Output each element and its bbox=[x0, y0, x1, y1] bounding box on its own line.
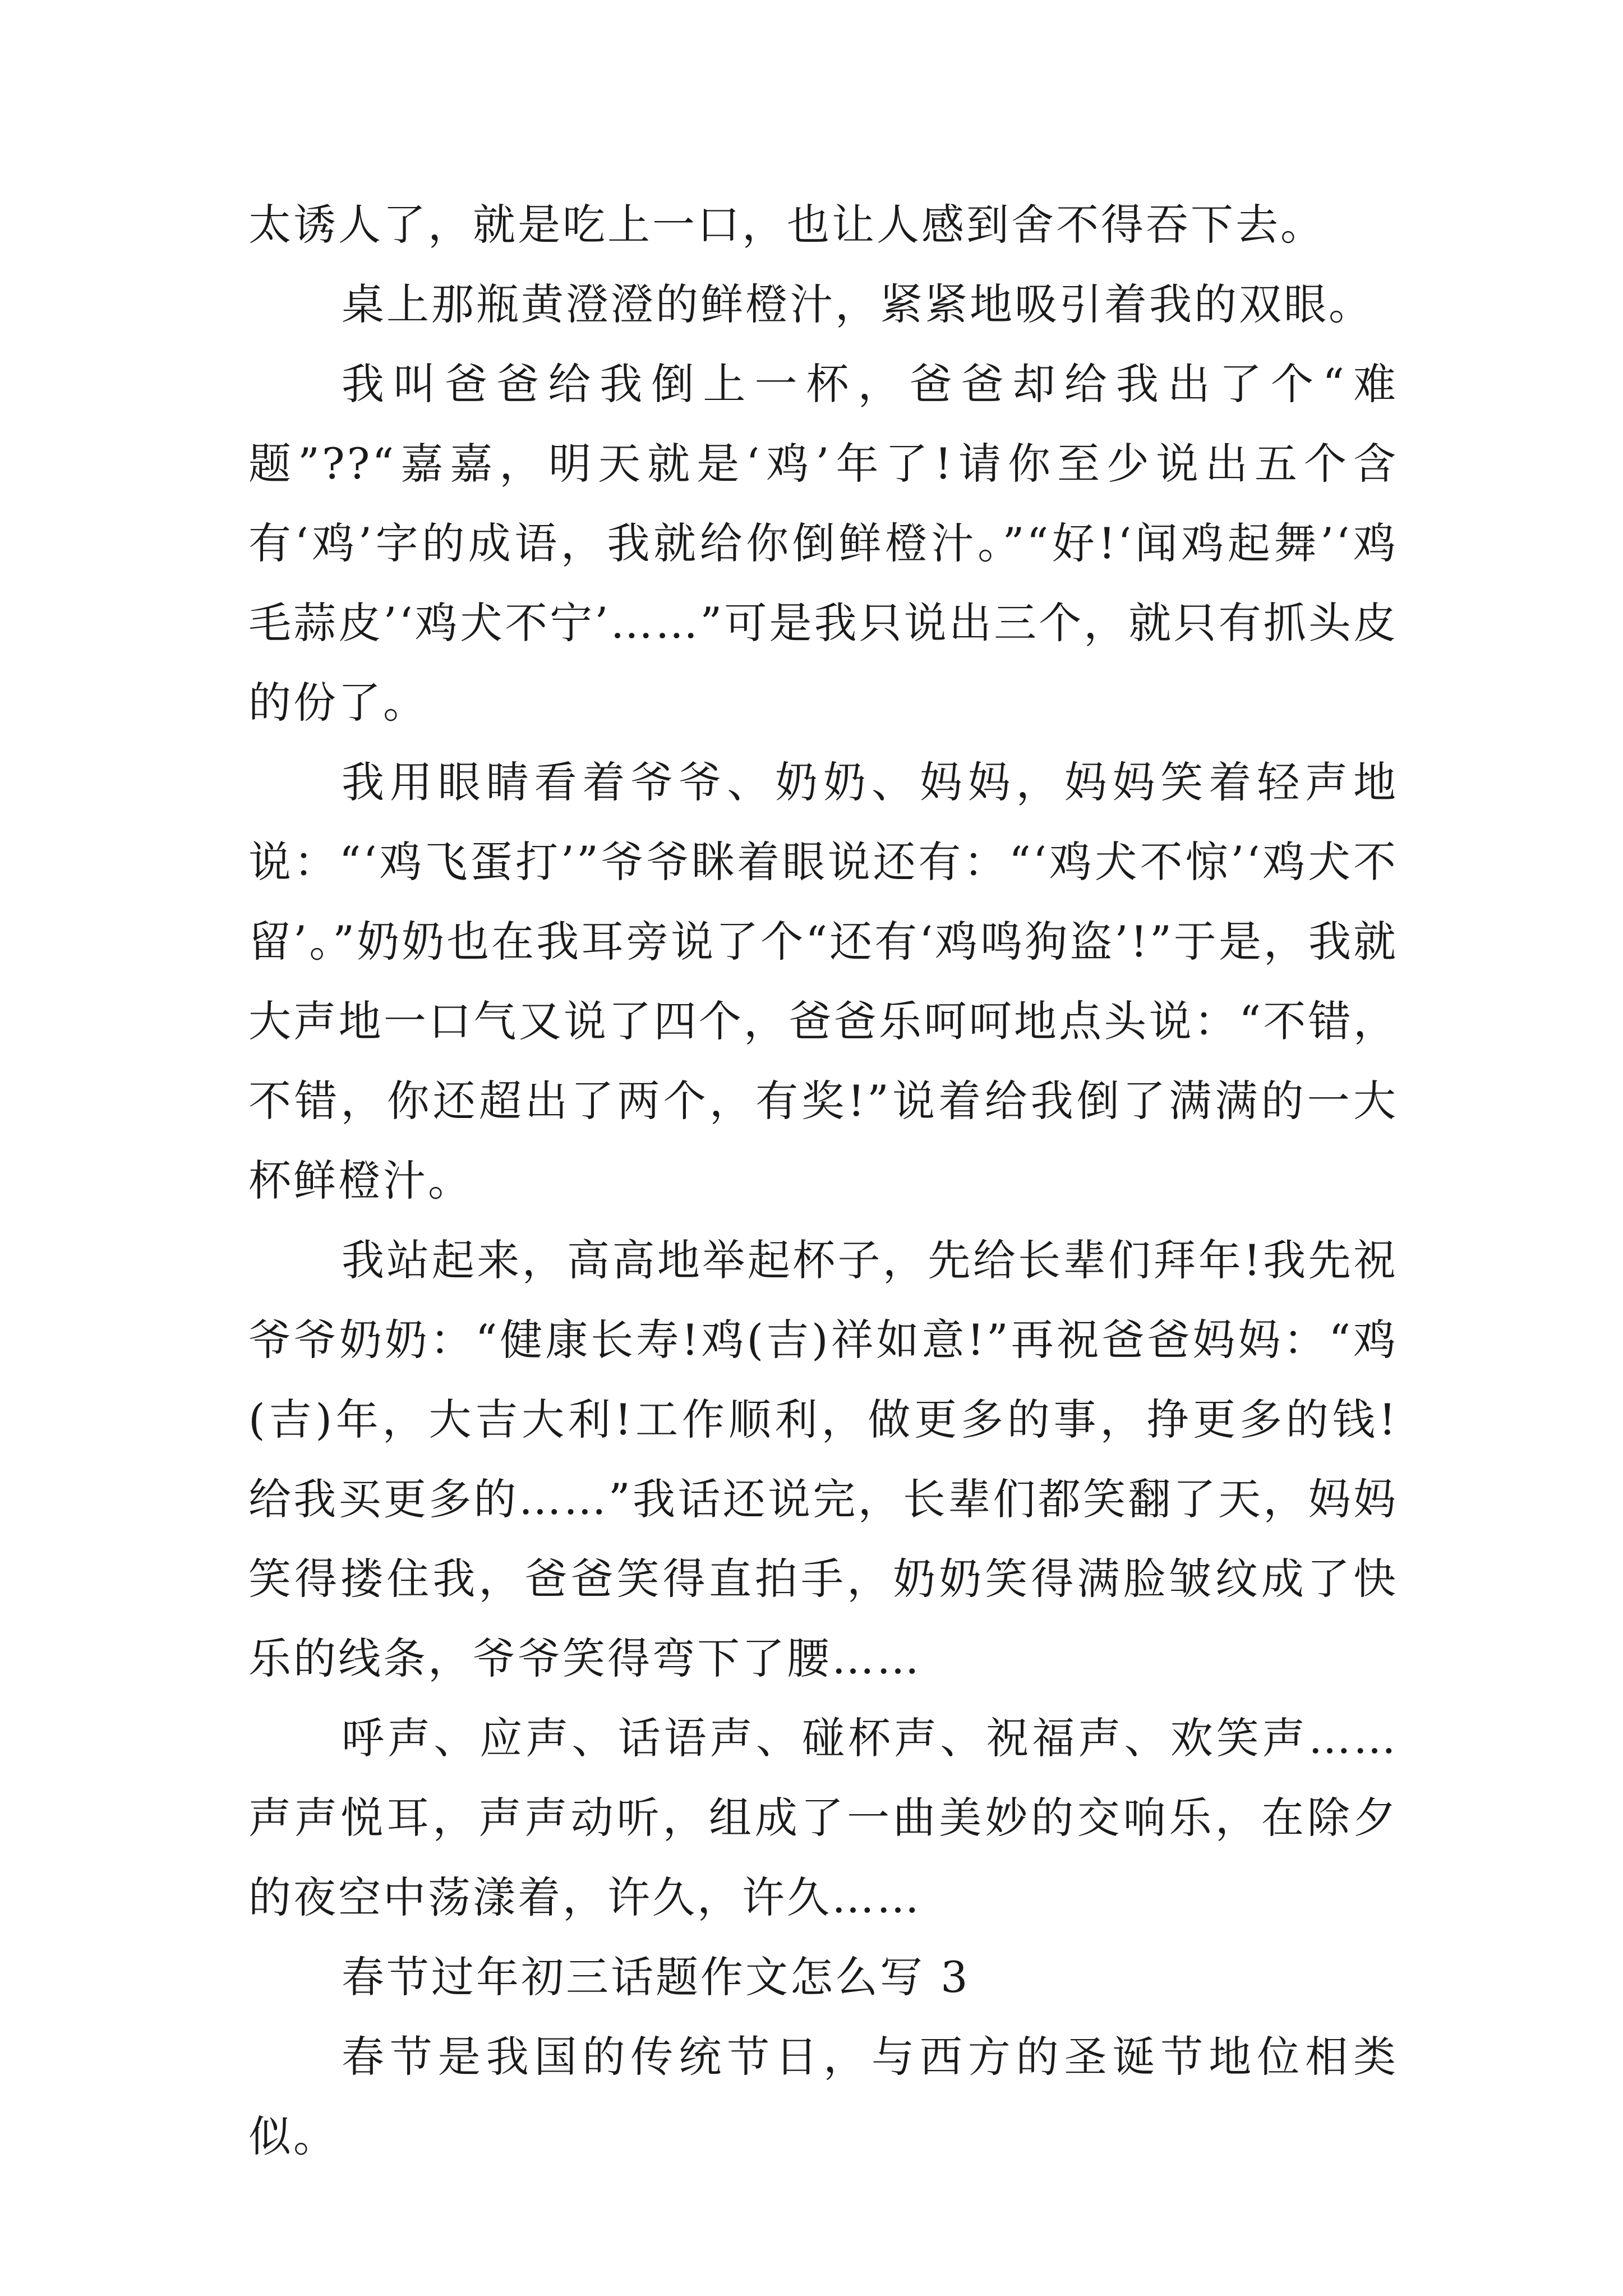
article-body bbox=[248, 185, 1398, 2177]
paragraph: 春节是我国的传统节日，与西方的圣诞节地位相类似。 bbox=[248, 2032, 1398, 2161]
paragraph-continuation: 太诱人了，就是吃上一口，也让人感到舍不得吞下去。 bbox=[248, 200, 1325, 250]
section-heading: 春节过年初三话题作文怎么写 3 bbox=[342, 1952, 970, 2002]
paragraph: 呼声、应声、话语声、碰杯声、祝福声、欢笑声……声声悦耳，声声动听，组成了一曲美妙的交响乐，在除夕的夜空中荡漾着，许久，许久…… bbox=[248, 1713, 1398, 1922]
paragraph: 桌上那瓶黄澄澄的鲜橙汁，紧紧地吸引着我的双眼。 bbox=[342, 279, 1373, 329]
paragraph: 我用眼睛看着爷爷、奶奶、妈妈，妈妈笑着轻声地说：“‘鸡飞蛋打’”爷爷眯着眼说还有：“‘鸡犬不惊’‘鸡犬不留’。”奶奶也在我耳旁说了个“还有‘鸡鸣狗盗’!”于是，我就大声地一口气又说了四个，爸爸乐呵呵地点头说：“不错，不错，你还超出了两个，有奖!”说着给我倒了满满的一大杯鲜橙汁。 bbox=[248, 757, 1398, 1205]
paragraph: 我叫爸爸给我倒上一杯，爸爸却给我出了个“难题”??“嘉嘉，明天就是‘鸡’年了!请你至少说出五个含有‘鸡’字的成语，我就给你倒鲜橙汁。”“好!‘闻鸡起舞’‘鸡毛蒜皮’‘鸡犬不宁’……”可是我只说出三个，就只有抓头皮的份了。 bbox=[248, 359, 1398, 728]
paragraph: 我站起来，高高地举起杯子，先给长辈们拜年!我先祝爷爷奶奶：“健康长寿!鸡(吉)祥如意!”再祝爸爸妈妈：“鸡(吉)年，大吉大利!工作顺利，做更多的事，挣更多的钱!给我买更多的……”我话还说完，长辈们都笑翻了天，妈妈笑得搂住我，爸爸笑得直拍手，奶奶笑得满脸皱纹成了快乐的线条，爷爷笑得弯下了腰…… bbox=[248, 1235, 1398, 1683]
